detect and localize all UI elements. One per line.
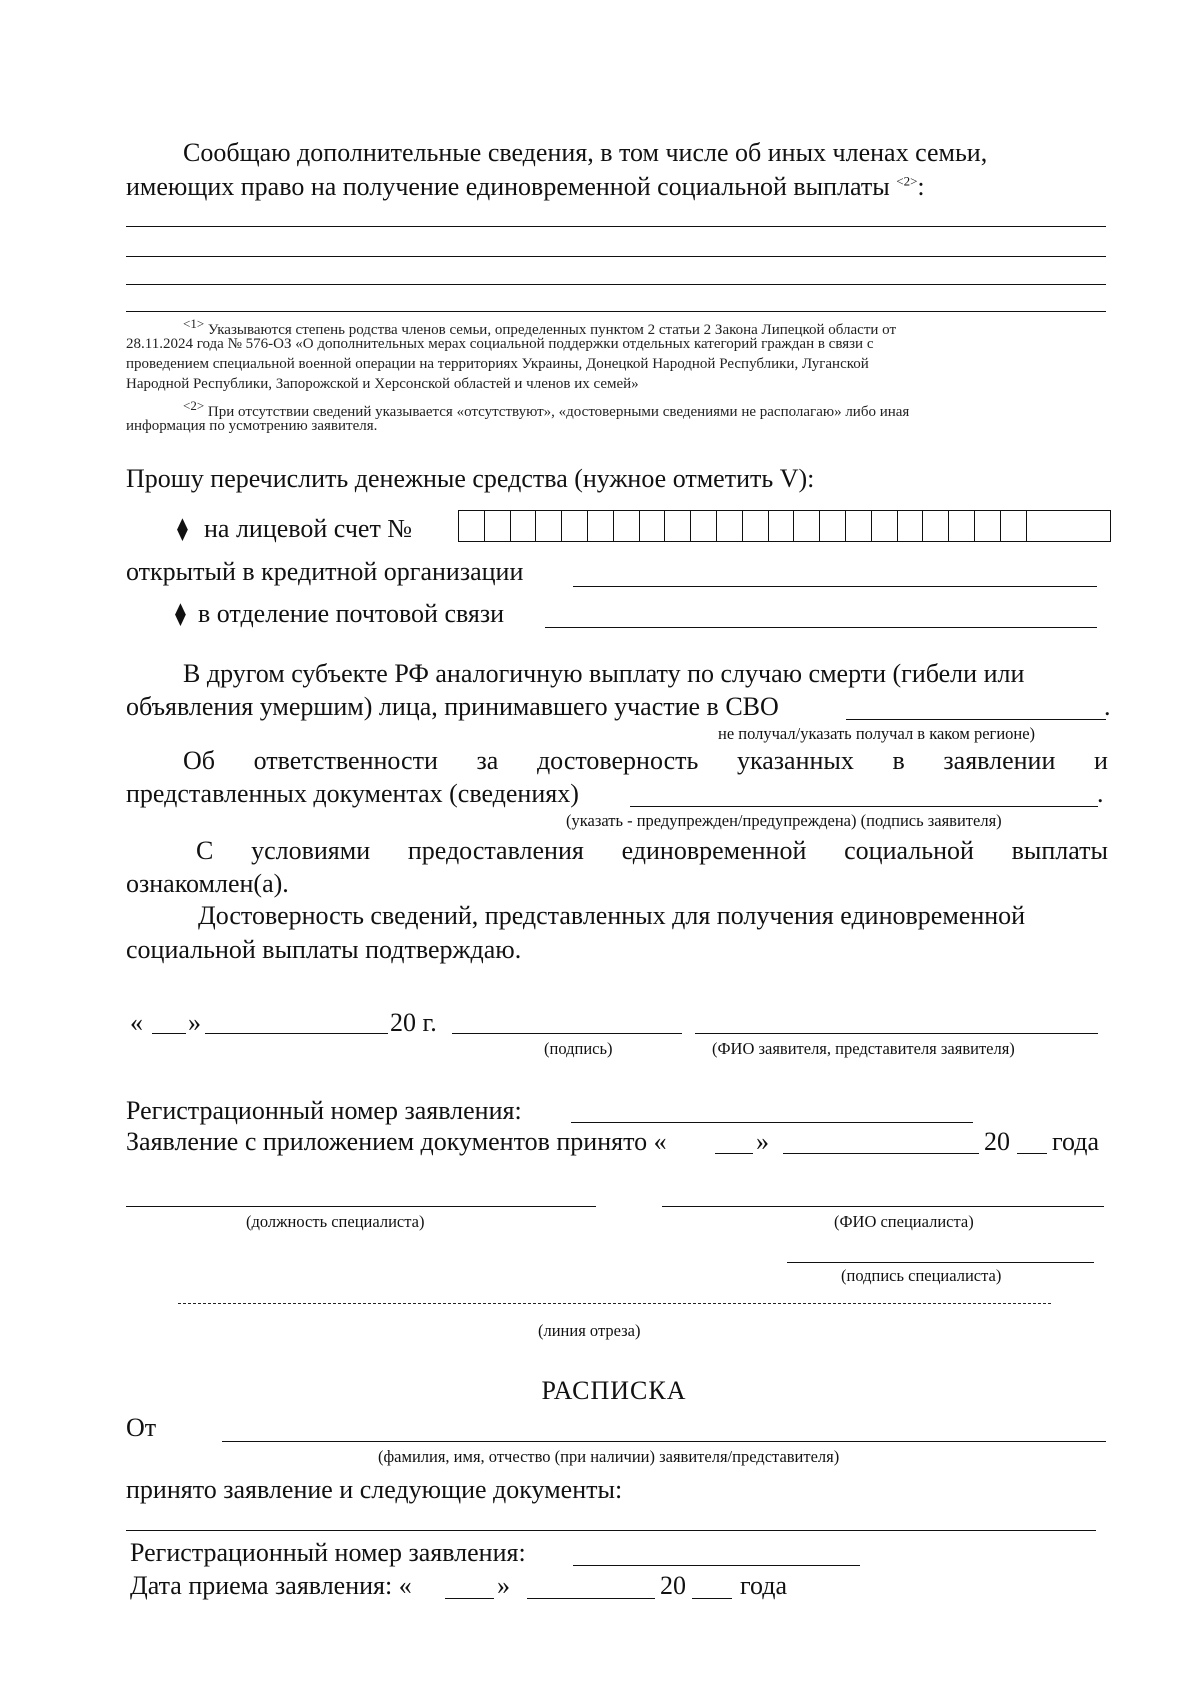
conditions-word: С: [196, 836, 214, 865]
account-digit-cell[interactable]: [794, 511, 820, 541]
credit-org-label: открытый в кредитной организации: [126, 557, 524, 586]
cut-line: [178, 1303, 1051, 1304]
responsibility-word: достоверность: [536, 746, 699, 775]
account-number-input[interactable]: [458, 510, 1111, 542]
receipt-month-field[interactable]: [527, 1598, 655, 1599]
applicant-fio-field[interactable]: [695, 1033, 1098, 1034]
date-month-field[interactable]: [205, 1033, 388, 1034]
date-close-quote: »: [188, 1008, 201, 1037]
footnote-1-mark: <1>: [183, 316, 205, 331]
receipt-year-suffix: года: [740, 1571, 788, 1600]
conditions-word: предоставления: [407, 836, 584, 865]
responsibility-line-1: [183, 746, 1108, 776]
responsibility-word: указанных: [736, 746, 854, 775]
footnote-2-mark: <2>: [183, 398, 205, 413]
footnote-2-line-2: информация по усмотрению заявителя.: [126, 418, 378, 434]
blank-line-3[interactable]: [126, 284, 1106, 285]
specialist-position-field[interactable]: [126, 1206, 596, 1207]
specialist-fio-field[interactable]: [662, 1206, 1104, 1207]
date-year-label: 20 г.: [390, 1008, 437, 1037]
account-option-marker-icon[interactable]: ⧫: [177, 516, 188, 541]
receipt-year-prefix: 20: [660, 1571, 686, 1600]
footnote-ref-2: <2>: [896, 173, 918, 189]
accepted-year-field[interactable]: [1017, 1153, 1047, 1154]
conditions-line-1: [196, 836, 1108, 866]
blank-line-2[interactable]: [126, 256, 1106, 257]
responsibility-field[interactable]: [630, 806, 1098, 807]
other-region-line-1: В другом субъекте РФ аналогичную выплату по случаю смерти (гибели или: [183, 659, 1025, 688]
account-digit-cell[interactable]: [975, 511, 1001, 541]
footnote-2-text-1: При отсутствии сведений указывается «отсутствуют», «достоверными сведениями не располагаю» либо иная: [207, 404, 910, 420]
registration-number-field[interactable]: [571, 1122, 973, 1123]
specialist-fio-hint: (ФИО специалиста): [834, 1212, 974, 1231]
intro-line-1: Сообщаю дополнительные сведения, в том числе об иных членах семьи,: [183, 138, 988, 167]
conditions-word: условиями: [251, 836, 371, 865]
other-region-line-2: объявления умершим) лица, принимавшего участие в СВО: [126, 692, 779, 721]
conditions-word: единовременной: [621, 836, 807, 865]
responsibility-word: заявлении: [943, 746, 1056, 775]
account-digit-cell[interactable]: [562, 511, 588, 541]
conditions-line-2: ознакомлен(а).: [126, 869, 289, 898]
account-digit-cell[interactable]: [485, 511, 511, 541]
receipt-day-field[interactable]: [445, 1598, 494, 1599]
account-option-label: на лицевой счет №: [204, 514, 413, 543]
cut-line-label: (линия отреза): [538, 1321, 641, 1340]
conditions-word: выплаты: [1011, 836, 1108, 865]
account-digit-cell[interactable]: [640, 511, 666, 541]
post-option-label: в отделение почтовой связи: [198, 599, 505, 628]
intro-line-2-text: имеющих право на получение единовременной социальной выплаты: [126, 172, 897, 201]
responsibility-word: за: [476, 746, 499, 775]
account-digit-cell[interactable]: [614, 511, 640, 541]
responsibility-line-2: представленных документах (сведениях): [126, 779, 579, 808]
accepted-label: Заявление с приложением документов принято «: [126, 1127, 667, 1156]
accepted-year-suffix: года: [1052, 1127, 1100, 1156]
reliability-line-1: Достоверность сведений, представленных для получения единовременной: [198, 901, 1026, 930]
receipt-docs-field[interactable]: [126, 1530, 1096, 1531]
footnote-1-line-4: Народной Республики, Запорожской и Херсонской областей и членов их семей»: [126, 376, 639, 392]
account-digit-cell[interactable]: [820, 511, 846, 541]
account-digit-cell[interactable]: [691, 511, 717, 541]
receipt-title: РАСПИСКА: [541, 1376, 687, 1405]
intro-line-2: [126, 172, 925, 202]
post-option-marker-icon[interactable]: ⧫: [175, 601, 186, 626]
post-office-field[interactable]: [545, 627, 1097, 628]
other-region-hint: не получал/указать получал в каком регионе): [718, 724, 1036, 743]
responsibility-word: ответственности: [253, 746, 438, 775]
responsibility-hint: (указать - предупрежден/предупреждена) (подпись заявителя): [566, 811, 1002, 830]
account-digit-cell[interactable]: [536, 511, 562, 541]
receipt-docs-label: принято заявление и следующие документы:: [126, 1475, 623, 1504]
responsibility-word: Об: [183, 746, 216, 775]
receipt-from-field[interactable]: [222, 1441, 1106, 1442]
responsibility-word: и: [1094, 746, 1108, 775]
accepted-month-field[interactable]: [783, 1153, 979, 1154]
accepted-year-prefix: 20: [984, 1127, 1010, 1156]
account-digit-cell[interactable]: [1001, 511, 1027, 541]
intro-colon: :: [917, 172, 925, 201]
footnote-1-line-2: 28.11.2024 года № 576-ОЗ «О дополнительных мерах социальной поддержки отдельных категорий граждан в связи с: [126, 336, 874, 352]
applicant-signature-field[interactable]: [452, 1033, 682, 1034]
responsibility-dot: .: [1097, 779, 1104, 808]
account-digit-cell[interactable]: [717, 511, 743, 541]
account-digit-cell[interactable]: [1027, 511, 1053, 541]
credit-org-field[interactable]: [573, 586, 1097, 587]
blank-line-1[interactable]: [126, 226, 1106, 227]
account-digit-cell[interactable]: [769, 511, 795, 541]
account-digit-cell[interactable]: [923, 511, 949, 541]
date-open-quote: «: [130, 1008, 143, 1037]
footnote-separator: [126, 311, 1106, 312]
receipt-from-label: От: [126, 1413, 157, 1442]
payment-heading: Прошу перечислить денежные средства (нужное отметить V):: [126, 464, 815, 493]
registration-number-label: Регистрационный номер заявления:: [126, 1096, 522, 1125]
signature-hint: (подпись): [544, 1039, 613, 1058]
account-digit-cell[interactable]: [588, 511, 614, 541]
fio-hint: (ФИО заявителя, представителя заявителя): [712, 1039, 1015, 1058]
responsibility-word: в: [892, 746, 905, 775]
accepted-close-quote: »: [756, 1127, 769, 1156]
account-digit-cell[interactable]: [665, 511, 691, 541]
account-digit-cell[interactable]: [459, 511, 485, 541]
receipt-reg-field[interactable]: [573, 1565, 860, 1566]
specialist-position-hint: (должность специалиста): [246, 1212, 425, 1231]
account-digit-cell[interactable]: [898, 511, 924, 541]
footnote-1-text-1: Указываются степень родства членов семьи, определенных пунктом 2 статьи 2 Закона Липецкой области от: [207, 322, 897, 338]
specialist-signature-field[interactable]: [787, 1262, 1094, 1263]
footnote-1-line-3: проведением специальной военной операции на территориях Украины, Донецкой Народной Республики, Луганской: [126, 356, 869, 372]
other-region-dot: .: [1104, 692, 1111, 721]
other-region-field[interactable]: [846, 719, 1106, 720]
reliability-line-2: социальной выплаты подтверждаю.: [126, 935, 522, 964]
account-digit-cell[interactable]: [872, 511, 898, 541]
account-digit-cell[interactable]: [846, 511, 872, 541]
account-digit-cell[interactable]: [949, 511, 975, 541]
receipt-reg-label: Регистрационный номер заявления:: [130, 1538, 526, 1567]
specialist-signature-hint: (подпись специалиста): [841, 1266, 1002, 1285]
receipt-from-hint: (фамилия, имя, отчество (при наличии) заявителя/представителя): [378, 1447, 840, 1466]
account-digit-cell[interactable]: [511, 511, 537, 541]
conditions-word: социальной: [844, 836, 974, 865]
receipt-date-close-quote: »: [497, 1571, 510, 1600]
date-day-field[interactable]: [152, 1033, 186, 1034]
receipt-year-field[interactable]: [692, 1598, 732, 1599]
receipt-date-label: Дата приема заявления: «: [130, 1571, 412, 1600]
account-digit-cell[interactable]: [743, 511, 769, 541]
accepted-day-field[interactable]: [715, 1153, 753, 1154]
